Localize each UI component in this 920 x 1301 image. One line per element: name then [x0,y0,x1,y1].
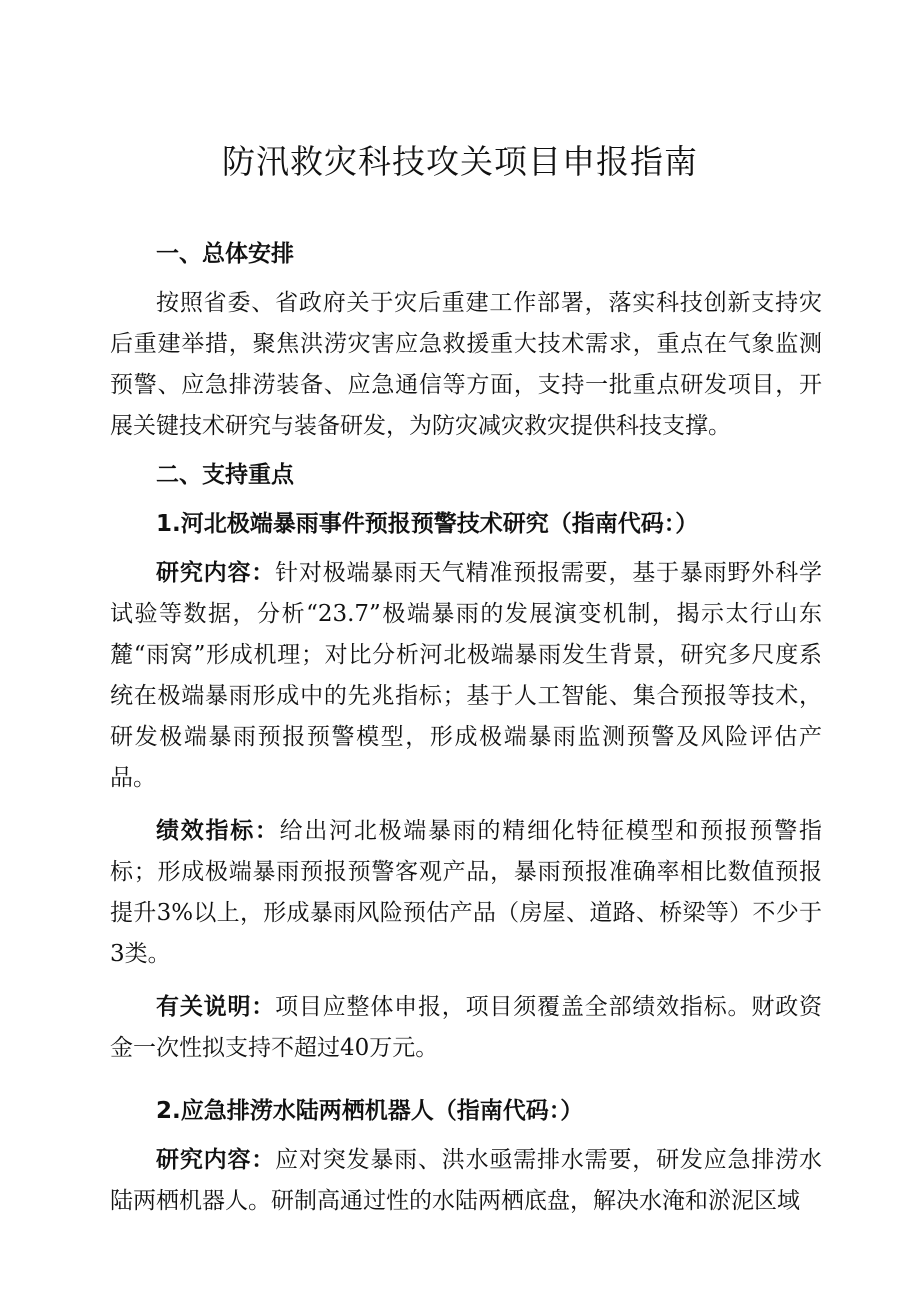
item1-notes [110,987,822,1069]
item1-research [110,553,822,799]
item1-performance-label: 绩效指标： [156,818,280,844]
section-body-overall: 按照省委、省政府关于灾后重建工作部署，落实科技创新支持灾后重建举措，聚焦洪涝灾害应急救援重大技术需求，重点在气象监测预警、应急排涝装备、应急通信等方面，支持一批重点研发项目，开展关键技术研究与装备研发，为防灾减灾救灾提供科技支撑。 [110,290,822,439]
item1-research-text: 针对极端暴雨天气精准预报需要，基于暴雨野外科学试验等数据，分析“23.7”极端暴雨的发展演变机制，揭示太行山东麓“雨窝”形成机理；对比分析河北极端暴雨发生背景，研究多尺度系统在极端暴雨形成中的先兆指标；基于人工智能、集合预报等技术，研发极端暴雨预报预警模型，形成极端暴雨监测预警及风险评估产品。 [110,560,823,791]
item2-title: 2.应急排涝水陆两栖机器人（指南代码：） [156,1098,584,1124]
section-heading-overall: 一、总体安排 [156,241,294,267]
item2-research [110,1140,822,1222]
section-heading-support: 二、支持重点 [156,462,294,488]
document-body [110,234,822,1222]
item1-performance-text: 给出河北极端暴雨的精细化特征模型和预报预警指标；形成极端暴雨预报预警客观产品，暴雨预报准确率相比数值预报提升3%以上，形成暴雨风险预估产品（房屋、道路、桥梁等）不少于3类。 [110,818,823,967]
item2-research-label: 研究内容： [156,1147,276,1173]
item1-title: 1.河北极端暴雨事件预报预警技术研究（指南代码：） [156,511,699,537]
item1-notes-label: 有关说明： [156,994,276,1020]
item1-research-label: 研究内容： [156,560,276,586]
item1-performance [110,811,822,975]
document-title: 防汛救灾科技攻关项目申报指南 [222,142,698,181]
item2-research-text: 应对突发暴雨、洪水亟需排水需要，研发应急排涝水陆两栖机器人。研制高通过性的水陆两栖底盘，解决水淹和淤泥区域 [110,1147,823,1214]
item1-notes-text: 项目应整体申报，项目须覆盖全部绩效指标。财政资金一次性拟支持不超过40万元。 [110,994,823,1061]
